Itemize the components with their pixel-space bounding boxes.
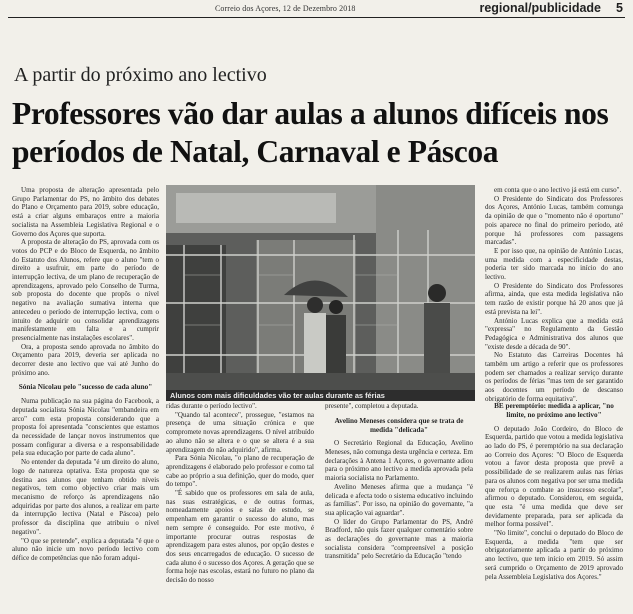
paragraph: presente", completou a deputada. <box>325 402 419 410</box>
paragraph: Numa publicação na sua página do Facebook, a deputada socialista Sónia Nicolau "embandeira em arco" com esta proposta considerando que a proposta foi apresentada "conscientes que estamos da necessidade de lançar novos instrumentos que possam configurar a diversa e a responsabilidade pela sua educação por parte de cada aluno". <box>12 397 159 458</box>
paragraph: O líder do Grupo Parlamentar do PS, André Bradford, não quis fazer qualquer comentário sobre as declarações do governante mas a maioria socialista considera "compreensível a posição transmitida" pelo Secretário da Educação "tendo <box>325 517 473 561</box>
publication-date: Correio dos Açores, 12 de Dezembro 2018 <box>215 4 356 13</box>
paragraph: Uma proposta de alteração apresentada pelo Grupo Parlamentar do PS, no âmbito dos debates do Plano e Orçamento para 2019, sobre educação, está a criar alguns embaraços entre a maioria socialista na Assembleia Legislativa Regional e o Governo dos Açores que suporta. <box>12 186 159 238</box>
paragraph: "O que se pretende", explica a deputada "é que o aluno não inicie um novo período lectivo com défice de competências que não foram adqui- <box>12 536 159 562</box>
subheading: BE peremptório: medida a aplicar, "no limite, no próximo ano lectivo" <box>494 402 614 419</box>
paragraph: António Lucas explica que a medida está "expressa" no Regulamento da Gestão Pedagógica e Administrativa dos alunos que "existe desde a década de 90". <box>485 316 623 351</box>
paragraph: O Secretário Regional da Educação, Avelino Meneses, não comunga desta urgência e certeza. Em declarações à Antena 1 Açores, o governante adiou para o próximo ano lectivo a medida aprovada pela maioria socialista no Parlamento. <box>325 439 473 483</box>
paragraph: Para Sónia Nicolau, "o plano de recuperação de aprendizagens é elaborado pelo professor e como tal cabe ao próprio a sua definição, quer do modo, quer do tempo". <box>166 454 314 489</box>
paragraph: "É sabido que os professores em sala de aula, nas suas estratégicas, e de outras formas, nomeadamente apoios e salas de estudo, se empenham em garantir o sucesso do aluno, mas nem sempre é conseguido. Por este motivo, é importante procurar outras respostas de aprendizagem para estes alunos, por opção destes e dos seus encarregados de educação. O sucesso de cada aluno é o sucesso dos Açores. A geração que se forma hoje nas escolas, estará no futuro no plano da decisão do nosso <box>166 489 314 585</box>
section-title: regional/publicidade <box>479 1 601 15</box>
paragraph: "Quando tal acontece", prossegue, "estamos na presença de uma situação crónica e que compromete novas aprendizagens. O nível atribuído ao aluno não se altera e o que se altera é a sua aprendizagem do não adquirido", afirma. <box>166 410 314 454</box>
article-photo <box>166 185 475 390</box>
paragraph: E por isso que, na opinião de António Lucas, uma medida com a especificidade destas, poderia ter sido marcada no início do ano lectivo. <box>485 246 623 282</box>
paragraph: ridas durante o período lectivo". <box>166 402 257 410</box>
subheading: Sónia Nicolau pelo "sucesso de cada aluno" <box>18 383 153 392</box>
article-headline: Professores vão dar aulas a alunos difíceis nos períodos de Natal, Carnaval e Páscoa <box>12 96 609 169</box>
article-column-4-top <box>485 186 623 404</box>
paragraph: O deputado João Cordeiro, do Bloco de Esquerda, partido que votou a medida legislativa ao lado do PS, é peremptório na sua declaração ao Correio dos Açores: "O Bloco de Esquerda votou a favor desta proposta que prevê a possibilidade de se realizarem aulas nas férias para os alunos com negativa por ser uma medida que reforça o combate ao insucesso escolar", afirmou o deputado. Considerou, em seguida, que esta "é uma medida que deve ser devidamente preparada, para ser aplicada da melhor forma possível". <box>485 424 623 529</box>
article-column-2 <box>166 402 314 585</box>
article-column-4-bottom <box>485 402 623 581</box>
paragraph: "No limite", conclui o deputado do Bloco de Esquerda, a medida "tem que ser obrigatoriamente aplicada a partir do próximo ano lectivo, que tem início em 2019. Só assim será cumprido o Orçamento de 2019 aprovado pela Assembleia Legislativa dos Açores." <box>485 529 623 581</box>
photo-illustration <box>166 185 475 390</box>
paragraph: em conta que o ano lectivo já está em curso". <box>494 186 622 194</box>
article-column-1 <box>12 186 159 563</box>
header-rule <box>8 17 625 18</box>
paragraph: No Estatuto das Carreiras Docentes há também um artigo a referir que os professores podem ser chamados a realizar serviço durante os períodos de férias "mas tem de ser garantido aos docentes um período de descanso obrigatório de forma equitativa". <box>485 351 623 403</box>
paragraph: Ora, a proposta sendo aprovada no âmbito do Orçamento para 2019, deveria ser aplicada no decorrer deste ano lectivo que vai até Junho do próximo ano. <box>12 342 159 377</box>
paragraph: O Presidente do Sindicato dos Professores afirma, ainda, que esta medida legislativa não tem razão de existir porque há 20 anos que já está prevista na lei". <box>485 281 623 316</box>
subheading: Avelino Meneses considera que se trata de medida "delicada" <box>334 416 464 434</box>
article-column-3 <box>325 402 473 561</box>
paragraph: No entender da deputada "é um direito do aluno, logo de natureza optativa. Esta proposta que se destina aos alunos que tenham obtido níveis negativos, tem como objectivo criar mais um mecanismo de reforço às aprendizagens não adquiridas por parte dos alunos, a realizar em parte da interrupção lectiva (Natal e Páscoa) pelo professor da disciplina que atribuiu o nível negativo". <box>12 458 159 536</box>
paragraph: A proposta de alteração do PS, aprovada com os votos do PCP e do Bloco de Esquerda, no âmbito do Estatuto dos Alunos, refere que o aluno "tem o direito a usufruir, em parte do período de interrupção lectiva, de um plano de recuperação de aprendizagens, aprovado pelo Conselho de Turma, sob proposta do docente que propôs o nível negativo na avaliação sumativa interna que antecedeu o período de interrupção lectiva, com o intuito de adquirir ou consolidar aprendizagens manifestamente em falta e a cumprir presencialmente nas instalações escolares". <box>12 238 159 342</box>
article-kicker: A partir do próximo ano lectivo <box>14 64 267 86</box>
page-number: 5 <box>616 1 623 15</box>
photo-caption: Alunos com mais dificuldades vão ter aulas durante as férias <box>166 390 475 401</box>
paragraph: Avelino Meneses afirma que a mudança "é delicada e afecta todo o sistema educativo incluindo as famílias". Por isso, na opinião do governante, "a sua aplicação vai aguardar". <box>325 482 473 517</box>
paragraph: O Presidente do Sindicato dos Professores dos Açores, António Lucas, também comunga da opinião de que o "momento não é oportuno" pois aparece no final do primeiro período, até porque há professores com passagens marcadas". <box>485 194 623 247</box>
